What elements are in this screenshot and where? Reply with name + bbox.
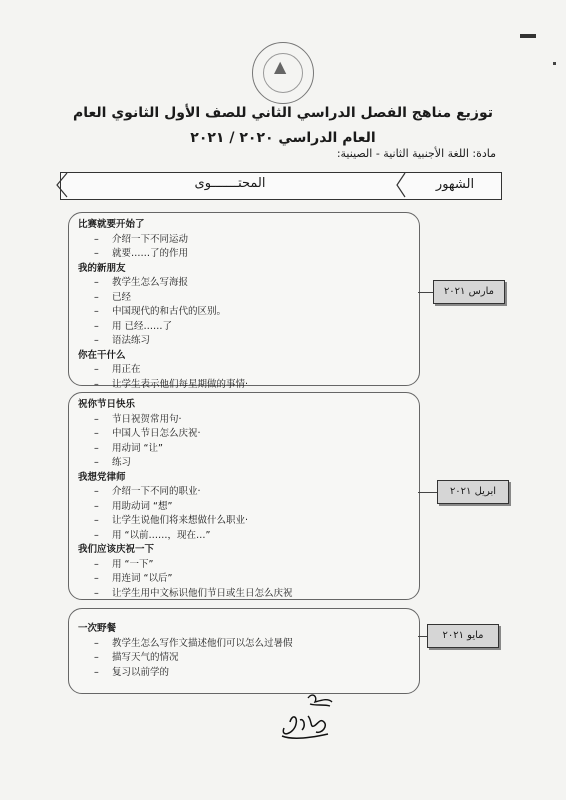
lesson-item xyxy=(78,500,293,515)
handwritten-signature xyxy=(270,690,340,750)
lesson-item xyxy=(78,276,248,291)
subject-label: مادة: اللغة الأجنبية الثانية - الصينية: xyxy=(336,147,496,160)
month-label-march: مارس ٢٠٢١ xyxy=(433,280,505,304)
ministry-seal xyxy=(252,42,314,104)
lesson-item xyxy=(78,233,248,248)
dash-bullet-icon: – xyxy=(94,457,99,468)
page-title: توزيع مناهج الفصل الدراسي الثاني للصف الأول الثانوي العام xyxy=(72,105,494,121)
lesson-item xyxy=(78,291,248,306)
eagle-icon: ▲ xyxy=(274,57,287,76)
header-divider-icon xyxy=(395,172,407,198)
lesson-item xyxy=(78,320,248,335)
lesson-heading-text: 你在干什么 xyxy=(78,349,126,361)
dash-bullet-icon: – xyxy=(94,637,99,649)
dash-bullet-icon: – xyxy=(94,428,99,439)
lesson-item-text: 用 “以前……，现在…” xyxy=(112,529,211,541)
lesson-item xyxy=(78,558,293,573)
lesson-item xyxy=(78,305,248,320)
column-header-content: المحتـــــــوى xyxy=(194,176,266,191)
lesson-item-text: 让学生表示他们每星期做的事情· xyxy=(112,378,249,390)
lesson-heading-text: 祝你节日快乐 xyxy=(78,399,136,410)
dash-bullet-icon: – xyxy=(94,364,99,375)
dash-bullet-icon: – xyxy=(94,291,99,303)
academic-year: العام الدراسي ٢٠٢٠ / ٢٠٢١ xyxy=(190,130,376,146)
dash-bullet-icon: – xyxy=(94,248,99,259)
dash-bullet-icon: – xyxy=(94,306,99,317)
dash-bullet-icon: – xyxy=(94,515,99,526)
lesson-item-text: 用连词 “以后” xyxy=(112,573,173,584)
lesson-item xyxy=(78,572,293,587)
lesson-item xyxy=(78,485,293,500)
lesson-heading xyxy=(78,349,248,364)
lesson-item-text: 练习 xyxy=(112,457,132,468)
lesson-item-text: 用 “一下” xyxy=(112,558,154,570)
dash-bullet-icon: – xyxy=(94,442,99,454)
connector-line xyxy=(418,492,437,493)
lesson-item-text: 用动词 “让” xyxy=(112,442,163,454)
content-list-april xyxy=(78,398,293,601)
dash-bullet-icon: – xyxy=(94,413,99,425)
dash-bullet-icon: – xyxy=(94,587,99,599)
lesson-item-text: 描写天气的情况 xyxy=(112,652,179,663)
lesson-item-text: 介绍一下不同的职业· xyxy=(112,486,201,497)
lesson-item-text: 用正在 xyxy=(112,364,141,375)
lesson-item-text: 已经 xyxy=(112,291,132,303)
month-label-may: مايو ٢٠٢١ xyxy=(427,624,499,648)
lesson-heading xyxy=(78,471,293,486)
lesson-item xyxy=(78,456,293,471)
dash-bullet-icon: – xyxy=(94,500,99,512)
lesson-item-text: 中国人节日怎么庆祝· xyxy=(112,428,201,439)
lesson-item-text: 教学生怎么写海报 xyxy=(112,277,189,288)
lesson-item xyxy=(78,363,248,378)
lesson-heading xyxy=(78,398,293,413)
lesson-item-text: 用 已经……了 xyxy=(112,320,173,332)
lesson-item-text: 复习以前学的 xyxy=(112,666,170,678)
lesson-item xyxy=(78,378,248,393)
dash-bullet-icon: – xyxy=(94,486,99,497)
lesson-item xyxy=(78,666,293,681)
lesson-item xyxy=(78,427,293,442)
column-header-months: الشهور xyxy=(435,177,475,192)
lesson-item xyxy=(78,514,293,529)
lesson-item xyxy=(78,529,293,544)
month-label-april: ابريل ٢٠٢١ xyxy=(437,480,509,504)
lesson-item xyxy=(78,637,293,652)
lesson-item-text: 语法练习 xyxy=(112,335,151,346)
dash-bullet-icon: – xyxy=(94,277,99,288)
dash-bullet-icon: – xyxy=(94,666,99,678)
lesson-item xyxy=(78,651,293,666)
lesson-item xyxy=(78,334,248,349)
lesson-item-text: 中国现代的和古代的区别。 xyxy=(112,306,227,317)
lesson-heading xyxy=(78,622,293,637)
lesson-heading-text: 我的新朋友 xyxy=(78,262,126,274)
connector-line xyxy=(418,292,433,293)
content-list-march xyxy=(78,218,248,392)
connector-line xyxy=(418,636,427,637)
lesson-item-text: 让学生说他们将来想做什么职业· xyxy=(112,515,249,526)
lesson-heading xyxy=(78,218,248,233)
dash-bullet-icon: – xyxy=(94,335,99,346)
lesson-item-text: 介绍一下不同运动 xyxy=(112,233,189,245)
lesson-item-text: 节日祝贺常用句· xyxy=(112,413,182,425)
lesson-item xyxy=(78,413,293,428)
lesson-heading-text: 比赛就要开始了 xyxy=(78,219,145,230)
lesson-heading-text: 我想党律师 xyxy=(78,471,126,483)
dash-bullet-icon: – xyxy=(94,558,99,570)
lesson-item-text: 教学生怎么写作文描述他们可以怎么过暑假 xyxy=(112,637,293,649)
lesson-heading xyxy=(78,543,293,558)
dash-bullet-icon: – xyxy=(94,529,99,541)
dash-bullet-icon: – xyxy=(94,233,99,245)
lesson-item-text: 用助动词 “想” xyxy=(112,500,173,512)
dash-bullet-icon: – xyxy=(94,320,99,332)
lesson-heading xyxy=(78,262,248,277)
dash-bullet-icon: – xyxy=(94,378,99,390)
lesson-heading-text: 我们应该庆祝一下 xyxy=(78,544,155,555)
dash-bullet-icon: – xyxy=(94,652,99,663)
scan-mark xyxy=(520,34,536,38)
lesson-item xyxy=(78,442,293,457)
header-left-arrow-icon xyxy=(55,172,69,198)
lesson-item xyxy=(78,247,248,262)
dash-bullet-icon: – xyxy=(94,573,99,584)
content-list-may xyxy=(78,622,293,680)
lesson-item xyxy=(78,587,293,602)
lesson-heading-text: 一次野餐 xyxy=(78,623,117,634)
lesson-item-text: 让学生用中文标识他们节日或生日怎么庆祝 xyxy=(112,587,293,599)
lesson-item-text: 就要……了的作用 xyxy=(112,248,189,259)
scan-dot xyxy=(553,62,556,65)
